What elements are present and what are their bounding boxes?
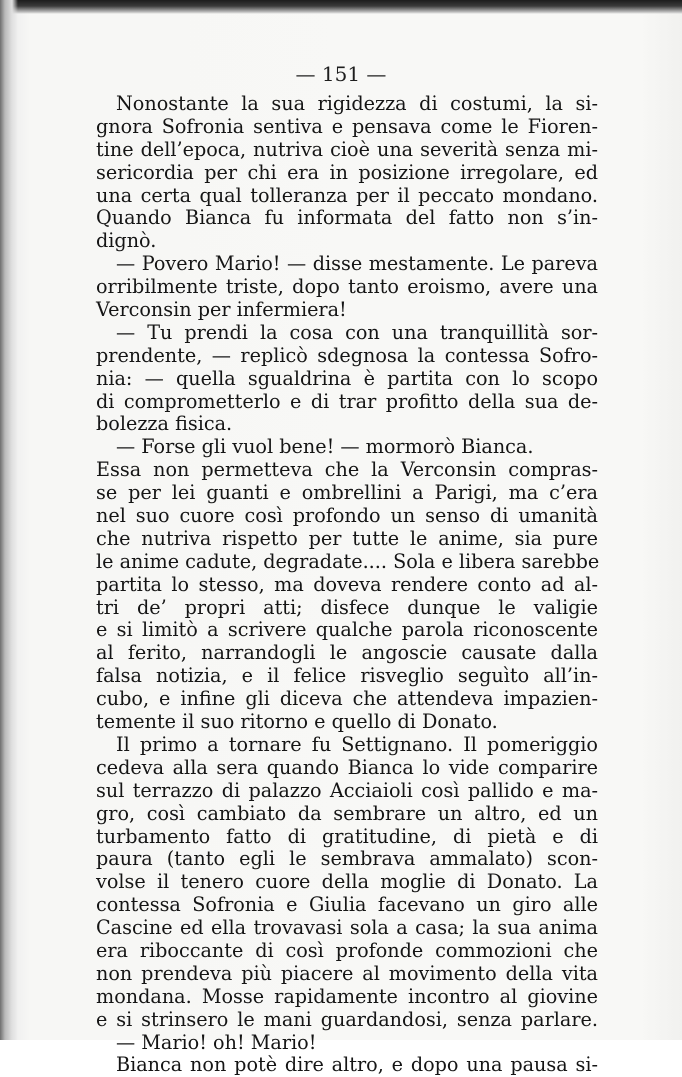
text-line: gro, così cambiato da sembrare un altro, ed un — [96, 801, 598, 825]
text-line: — Povero Mario! — disse mestamente. Le pareva — [116, 252, 598, 276]
text-line: paura (tanto egli le sembrava ammalato) scon- — [96, 847, 598, 871]
text-line: nel suo cuore così profondo un senso di umanità — [96, 504, 598, 528]
text-line: Bianca non potè dire altro, e dopo una pausa si- — [116, 1053, 598, 1077]
text-line: mondana. Mosse rapidamente incontro al giovine — [96, 984, 598, 1008]
text-line: temente il suo ritorno e quello di Donato. — [96, 710, 498, 734]
text-line: — Forse gli vuol bene! — mormorò Bianca. — [116, 435, 534, 459]
text-line: dignò. — [96, 229, 157, 253]
text-line: Cascine ed ella trovavasi sola a casa; la sua anima — [96, 916, 598, 940]
text-line: nia: — quella sgualdrina è partita con lo scopo — [96, 366, 598, 390]
text-line: al ferito, narrandogli le angoscie causate dalla — [96, 641, 598, 665]
text-line: cubo, e infine gli diceva che attendeva impazien- — [96, 687, 598, 711]
text-line: sul terrazzo di palazzo Acciaioli così pallido e ma- — [96, 778, 598, 802]
text-line: turbamento fatto di gratitudine, di pietà e di — [96, 824, 598, 848]
text-line: tine dell’epoca, nutriva cioè una severità senza mi- — [96, 137, 598, 161]
text-line: volse il tenero cuore della moglie di Donato. La — [96, 870, 598, 894]
scan-top-edge — [0, 0, 682, 14]
page-number: — 151 — — [295, 62, 387, 86]
text-line: che nutriva rispetto per tutte le anime, sia pure — [96, 526, 598, 550]
text-line: una certa qual tolleranza per il peccato mondano. — [96, 183, 598, 207]
text-line: partita lo stesso, ma doveva rendere conto ad al- — [96, 572, 598, 596]
text-line: prendente, — replicò sdegnosa la contessa Sofro- — [96, 343, 598, 367]
text-line: orribilmente triste, dopo tanto eroismo, avere una — [96, 275, 598, 299]
text-line: se per lei guanti e ombrellini a Parigi, ma c’era — [96, 481, 598, 505]
text-line: Nonostante la sua rigidezza di costumi, la si- — [116, 92, 598, 115]
text-line: era riboccante di così profonde commozioni che — [96, 938, 598, 962]
text-line: gnora Sofronia sentiva e pensava come le Fioren- — [96, 114, 598, 138]
text-line: e si strinsero le mani guardandosi, senza parlare. — [96, 1007, 598, 1031]
text-line: falsa notizia, e il felice risveglio seguìto all’in- — [96, 664, 598, 688]
text-line: — Tu prendi la cosa con una tranquillità sor- — [116, 320, 598, 344]
text-line: contessa Sofronia e Giulia facevano un giro alle — [96, 893, 598, 917]
text-line: le anime cadute, degradate.... Sola e libera sarebbe — [96, 549, 600, 573]
text-line: cedeva alla sera quando Bianca lo vide comparire — [96, 755, 598, 779]
text-line: sericordia per chi era in posizione irregolare, ed — [96, 160, 598, 184]
text-line: di comprometterlo e di trar profitto della sua de- — [96, 389, 598, 413]
text-line: Quando Bianca fu informata del fatto non s’in- — [96, 206, 598, 230]
body-text — [96, 93, 598, 1077]
scan-binding-edge — [0, 0, 18, 1040]
text-line: e si limitò a scrivere qualche parola riconoscente — [96, 618, 598, 642]
text-line: Essa non permetteva che la Verconsin compras- — [96, 458, 598, 482]
text-line: non prendeva più piacere al movimento della vita — [96, 961, 598, 985]
text-line: Il primo a tornare fu Settignano. Il pomeriggio — [116, 732, 598, 756]
text-line: tri de’ propri atti; disfece dunque le valigie — [96, 595, 598, 619]
text-line: bolezza fisica. — [96, 412, 233, 436]
text-line: — Mario! oh! Mario! — [116, 1030, 317, 1054]
text-line: Verconsin per infermiera! — [96, 298, 347, 322]
